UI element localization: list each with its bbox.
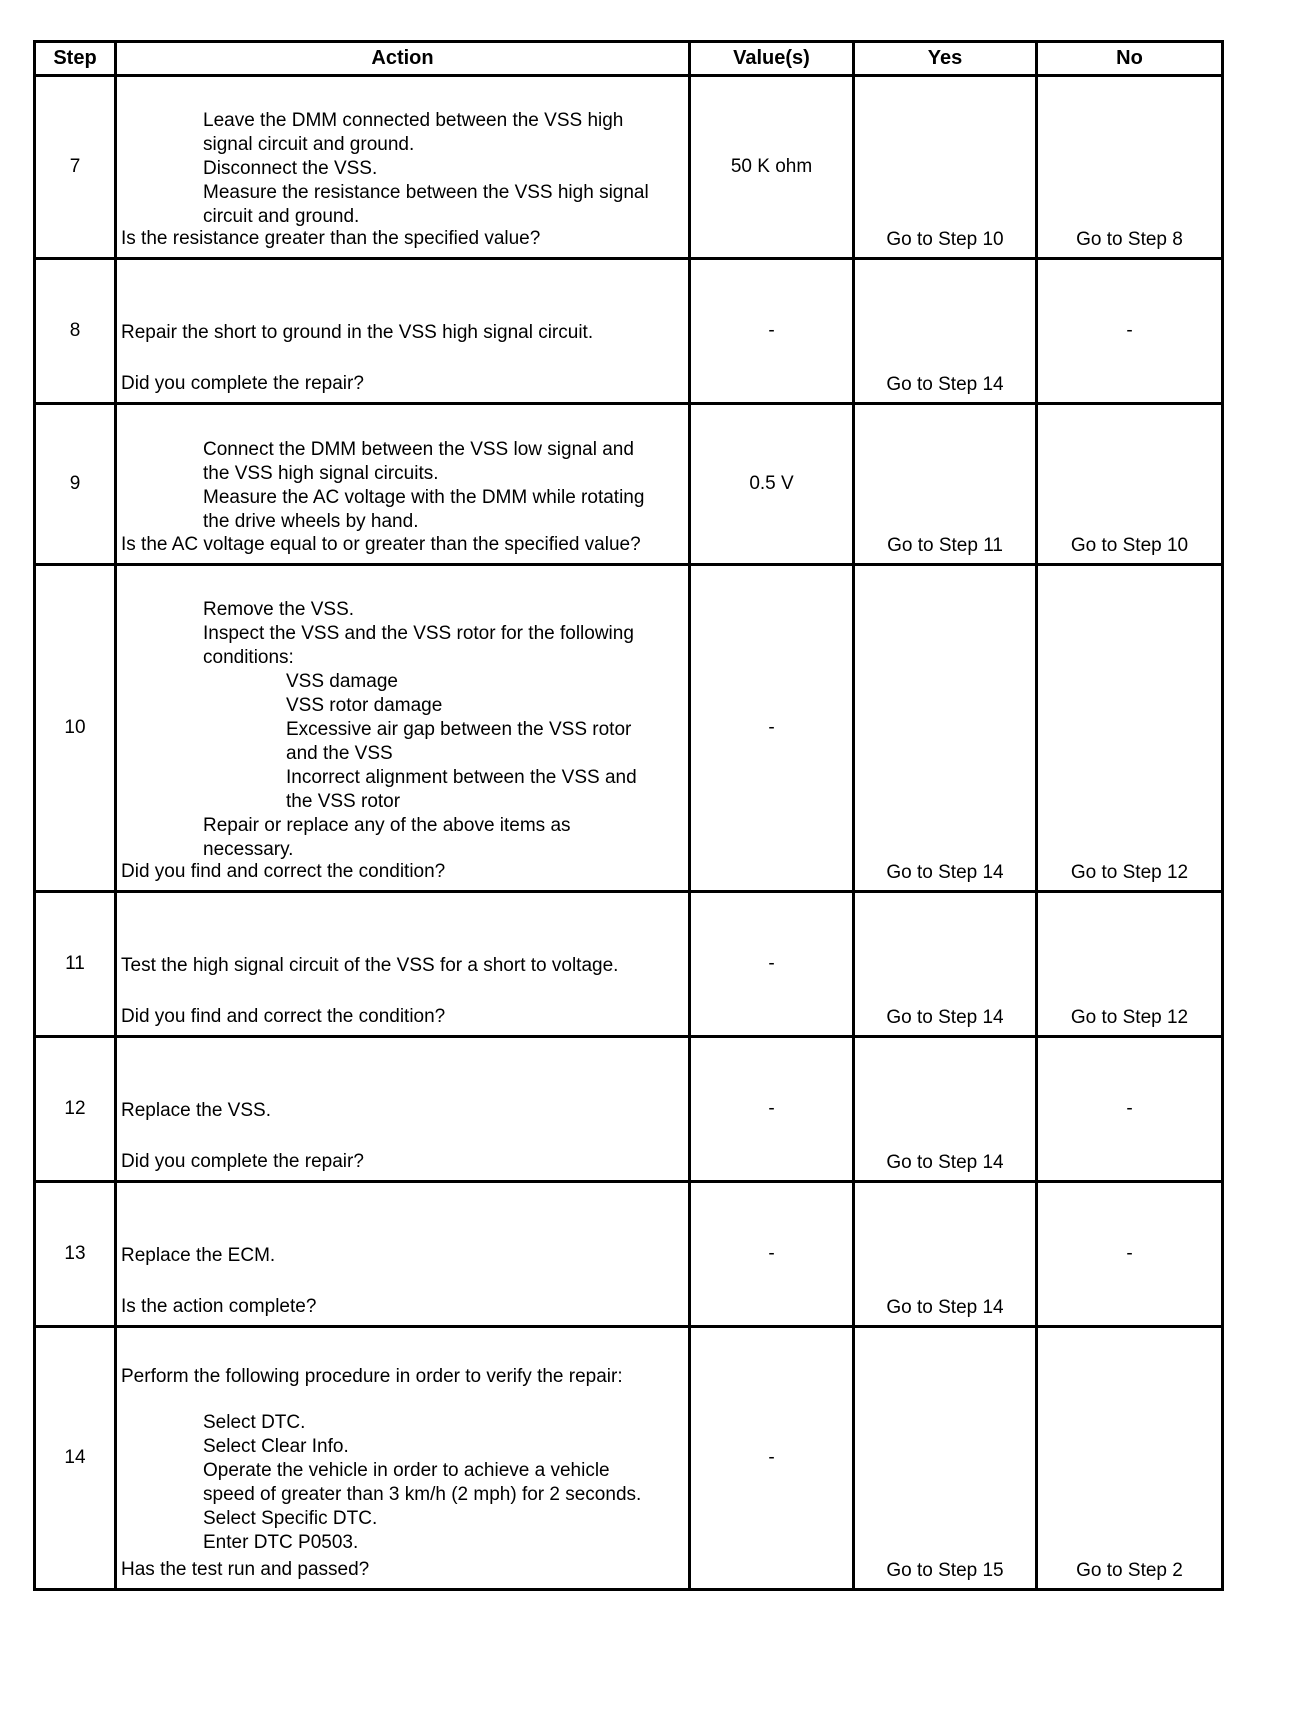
table-row (35, 565, 1223, 892)
no-target: - (1126, 1098, 1133, 1119)
action-cell (116, 892, 690, 1037)
no-cell (1037, 404, 1223, 565)
yes-target: Go to Step 10 (886, 229, 1004, 250)
table-row (35, 404, 1223, 565)
header-step: Step (35, 42, 116, 76)
no-cell (1037, 892, 1223, 1037)
action-line: VSS damage (286, 670, 398, 692)
no-cell (1037, 259, 1223, 404)
action-line: Repair or replace any of the above items as (203, 814, 571, 836)
yes-target: Go to Step 14 (886, 1297, 1004, 1318)
step-number: 10 (35, 565, 116, 892)
action-cell (116, 1327, 690, 1590)
step-number: 11 (35, 892, 116, 1037)
action-line: Connect the DMM between the VSS low signal and (203, 438, 634, 460)
action-question: Did you complete the repair? (121, 373, 364, 394)
action-cell (116, 1037, 690, 1182)
table-row (35, 1182, 1223, 1327)
no-target: Go to Step 8 (1076, 229, 1183, 250)
yes-target: Go to Step 14 (886, 374, 1004, 395)
yes-cell (854, 259, 1037, 404)
action-line: Replace the ECM. (121, 1244, 276, 1266)
action-line: the drive wheels by hand. (203, 510, 419, 532)
action-line: Select Clear Info. (203, 1435, 349, 1457)
action-line: VSS rotor damage (286, 694, 443, 716)
table-row (35, 259, 1223, 404)
value-cell: - (690, 892, 854, 1037)
yes-target: Go to Step 14 (886, 1152, 1004, 1173)
spacer (121, 1389, 684, 1411)
diagnostic-table (33, 40, 1224, 1591)
header-row (35, 42, 1223, 76)
action-question: Did you find and correct the condition? (121, 1006, 446, 1027)
action-line: Incorrect alignment between the VSS and (286, 766, 637, 788)
table-row (35, 1327, 1223, 1590)
value-cell: 50 K ohm (690, 76, 854, 259)
value-cell: - (690, 259, 854, 404)
step-number: 14 (35, 1327, 116, 1590)
table-row (35, 892, 1223, 1037)
action-question: Has the test run and passed? (121, 1559, 370, 1580)
no-cell (1037, 76, 1223, 259)
step-number: 13 (35, 1182, 116, 1327)
action-line: Remove the VSS. (203, 598, 355, 620)
no-target: Go to Step 10 (1070, 535, 1189, 556)
action-question: Is the AC voltage equal to or greater than the specified value? (121, 534, 641, 555)
yes-cell (854, 1182, 1037, 1327)
action-line: Measure the AC voltage with the DMM while rotating (203, 486, 645, 508)
table-row (35, 76, 1223, 259)
no-target: Go to Step 2 (1076, 1560, 1183, 1581)
action-line: necessary. (203, 838, 294, 860)
table-row (35, 1037, 1223, 1182)
action-cell (116, 76, 690, 259)
no-target: Go to Step 12 (1070, 862, 1189, 883)
action-line: Perform the following procedure in order to verify the repair: (121, 1365, 623, 1387)
action-line: Measure the resistance between the VSS high signal (203, 181, 649, 203)
value-cell: - (690, 1037, 854, 1182)
action-line: Select Specific DTC. (203, 1507, 378, 1529)
no-target: - (1126, 320, 1133, 341)
header-no: No (1037, 42, 1223, 76)
action-line: speed of greater than 3 km/h (2 mph) for 2 seconds. (203, 1483, 642, 1505)
step-number: 9 (35, 404, 116, 565)
action-cell (116, 259, 690, 404)
action-line: Select DTC. (203, 1411, 306, 1433)
no-cell (1037, 1182, 1223, 1327)
yes-target: Go to Step 14 (886, 862, 1004, 883)
action-line: Operate the vehicle in order to achieve a vehicle (203, 1459, 610, 1481)
no-target: - (1126, 1243, 1133, 1264)
yes-cell (854, 1327, 1037, 1590)
action-line: Replace the VSS. (121, 1099, 271, 1121)
no-target: Go to Step 12 (1070, 1007, 1189, 1028)
action-line: circuit and ground. (203, 205, 360, 227)
header-values: Value(s) (690, 42, 854, 76)
action-line: Enter DTC P0503. (203, 1531, 359, 1553)
yes-target: Go to Step 15 (886, 1560, 1004, 1581)
action-line: signal circuit and ground. (203, 133, 415, 155)
yes-cell (854, 1037, 1037, 1182)
action-cell (116, 565, 690, 892)
value-cell: - (690, 565, 854, 892)
step-number: 8 (35, 259, 116, 404)
action-cell (116, 1182, 690, 1327)
yes-cell (854, 76, 1037, 259)
action-cell (116, 404, 690, 565)
action-line: Test the high signal circuit of the VSS for a short to voltage. (121, 954, 619, 976)
value-cell: - (690, 1182, 854, 1327)
action-question: Is the resistance greater than the specified value? (121, 228, 541, 249)
action-question: Is the action complete? (121, 1296, 317, 1317)
value-cell: 0.5 V (690, 404, 854, 565)
action-line: the VSS rotor (286, 790, 401, 812)
yes-cell (854, 892, 1037, 1037)
yes-target: Go to Step 11 (887, 535, 1003, 556)
action-line: and the VSS (286, 742, 393, 764)
header-action: Action (116, 42, 690, 76)
action-line: Inspect the VSS and the VSS rotor for the following (203, 622, 634, 644)
no-cell (1037, 1327, 1223, 1590)
yes-cell (854, 565, 1037, 892)
action-line: Repair the short to ground in the VSS high signal circuit. (121, 321, 594, 343)
no-cell (1037, 1037, 1223, 1182)
step-number: 12 (35, 1037, 116, 1182)
header-yes: Yes (854, 42, 1037, 76)
action-line: the VSS high signal circuits. (203, 462, 439, 484)
yes-target: Go to Step 14 (886, 1007, 1004, 1028)
action-question: Did you complete the repair? (121, 1151, 364, 1172)
no-cell (1037, 565, 1223, 892)
action-line: Excessive air gap between the VSS rotor (286, 718, 632, 740)
step-number: 7 (35, 76, 116, 259)
value-cell: - (690, 1327, 854, 1590)
action-line: Disconnect the VSS. (203, 157, 378, 179)
action-line: conditions: (203, 646, 294, 668)
action-line: Leave the DMM connected between the VSS high (203, 109, 624, 131)
yes-cell (854, 404, 1037, 565)
action-question: Did you find and correct the condition? (121, 861, 446, 882)
